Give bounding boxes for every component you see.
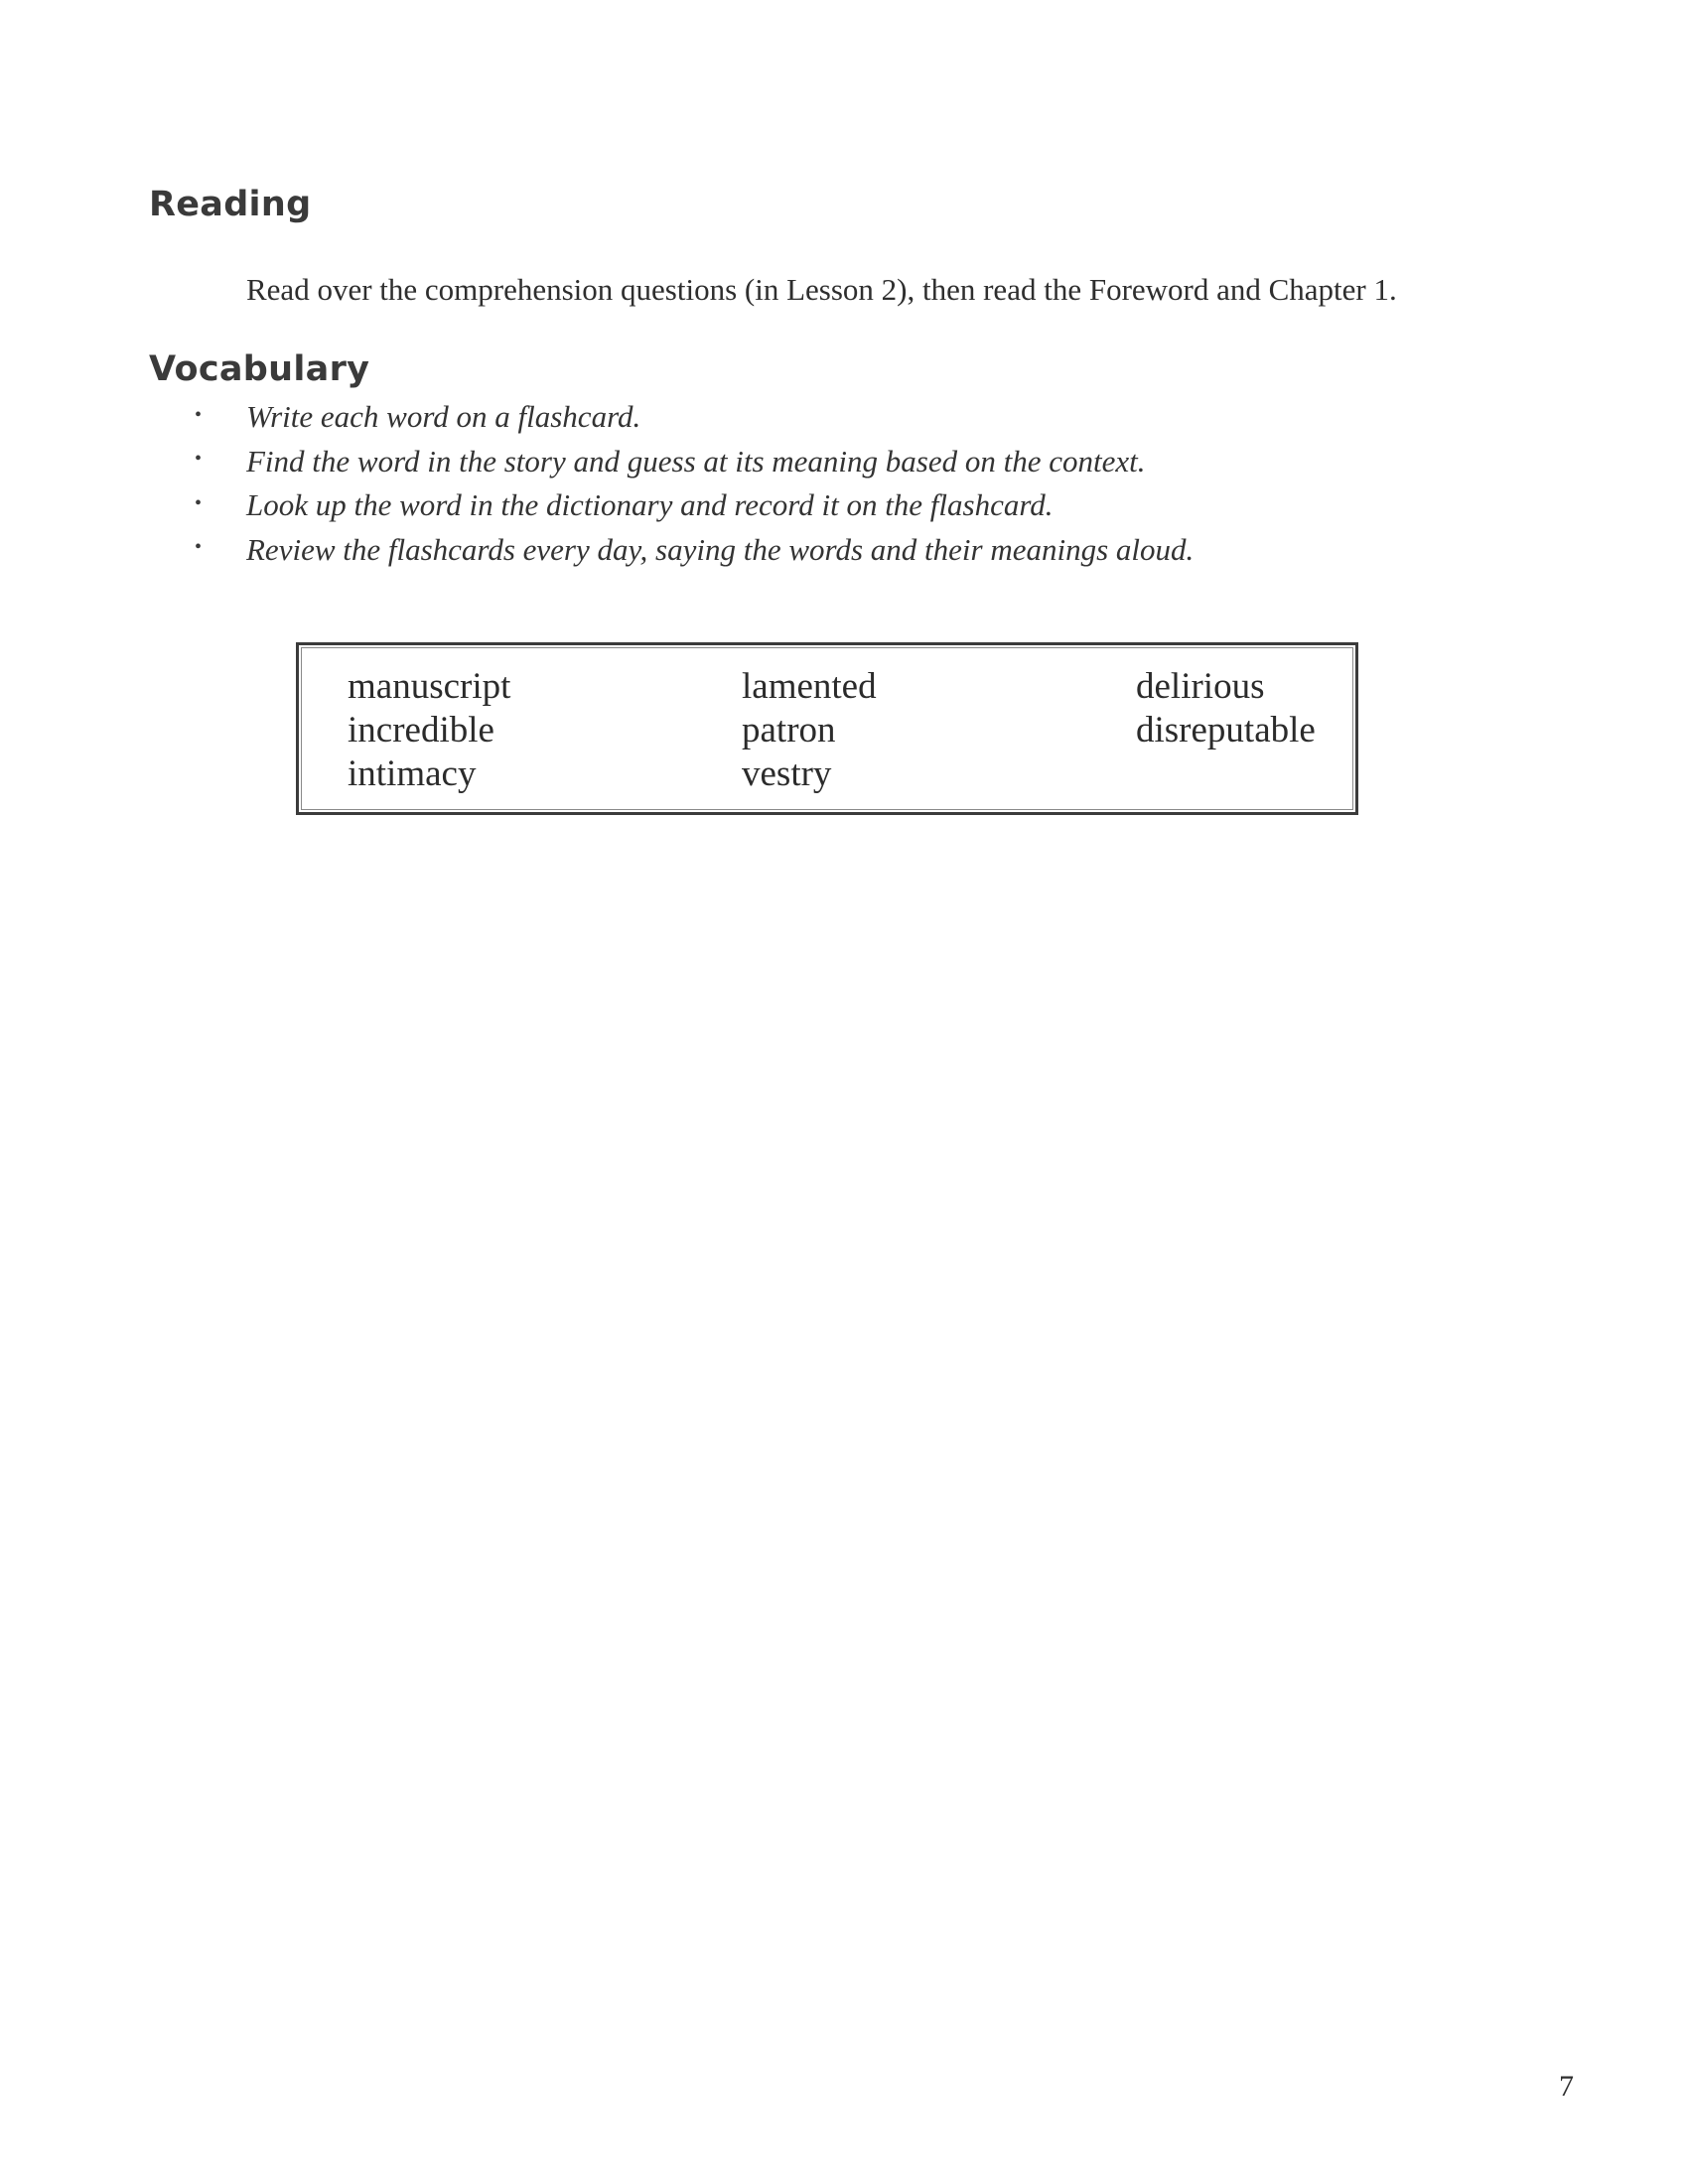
bullet-icon: • — [195, 448, 203, 471]
list-item — [195, 395, 1194, 440]
word-column — [742, 665, 877, 796]
vocabulary-instruction-list — [195, 395, 1194, 572]
vocabulary-word: lamented — [742, 666, 877, 707]
instruction-text: Review the flashcards every day, saying the words and their meanings aloud. — [246, 531, 1195, 567]
bullet-icon: • — [195, 536, 203, 559]
list-item — [195, 440, 1194, 484]
instruction-text: Write each word on a flashcard. — [246, 399, 641, 435]
vocabulary-word: incredible — [348, 710, 494, 751]
list-item — [195, 483, 1194, 528]
instruction-text: Look up the word in the dictionary and record it on the flashcard. — [246, 487, 1054, 523]
bullet-icon: • — [195, 403, 203, 426]
vocabulary-word-box — [296, 642, 1358, 815]
vocabulary-heading: Vocabulary — [149, 349, 370, 389]
vocabulary-word: vestry — [742, 753, 832, 794]
word-column — [1136, 665, 1316, 752]
instruction-text: Find the word in the story and guess at its meaning based on the context. — [246, 443, 1146, 478]
vocabulary-word: intimacy — [348, 753, 477, 794]
list-item — [195, 528, 1194, 573]
vocabulary-word: manuscript — [348, 666, 511, 707]
page-number: 7 — [1559, 2070, 1574, 2103]
bullet-icon: • — [195, 491, 203, 514]
reading-heading: Reading — [149, 185, 312, 224]
vocabulary-word: delirious — [1136, 666, 1265, 707]
vocabulary-word: disreputable — [1136, 710, 1316, 751]
vocabulary-word: patron — [742, 710, 836, 751]
word-column — [348, 665, 510, 796]
reading-instruction: Read over the comprehension questions (in Lesson 2), then read the Foreword and Chapter 1. — [246, 272, 1397, 307]
